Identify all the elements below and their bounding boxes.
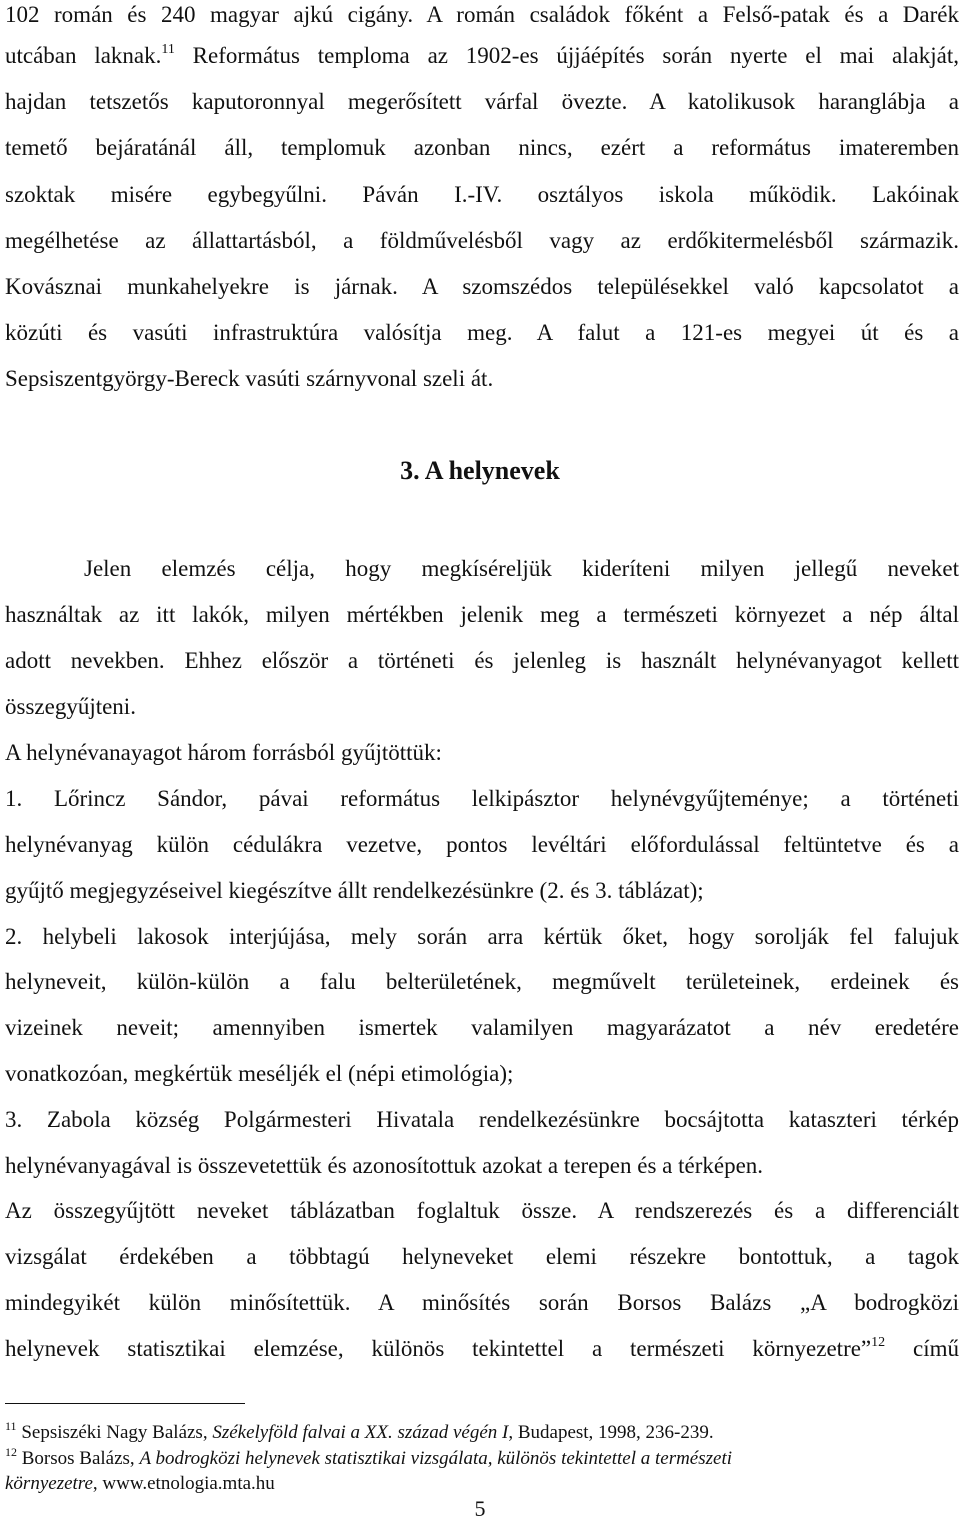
body-text-line: megélhetése az állattartásból, a földművelésből vagy az erdőkitermelésből származik. <box>5 228 959 253</box>
page-number: 5 <box>474 1496 486 1521</box>
cited-title: környezetre <box>5 1473 93 1494</box>
list-item-line: 1. Lőrincz Sándor, pávai református lelkipásztor helynévgyűjteménye; a történeti <box>5 786 959 811</box>
body-text-line <box>5 41 959 71</box>
cited-title: Székelyföld falvai a XX. század végén I <box>212 1422 509 1443</box>
body-text-line: Sepsiszentgyörgy-Bereck vasúti szárnyvonal szeli át. <box>5 366 494 391</box>
list-item-line: helyneveit, külön-külön a falu belterületének, megművelt területeinek, erdeinek és <box>5 969 959 994</box>
body-text-line: Az összegyűjtött neveket táblázatban foglaltuk össze. A rendszerezés és a differenciált <box>5 1198 959 1223</box>
body-text-line: temető bejáratánál áll, templomuk azonban nincs, ezért a református imateremben <box>5 135 959 160</box>
text-span: , www.etnologia.mta.hu <box>92 1473 275 1494</box>
list-item-line: helynévanyag külön cédulákra vezetve, pontos levéltári előfordulással feltüntetve és a <box>5 832 959 857</box>
section-heading: 3. A helynevek <box>400 456 560 485</box>
body-text-line: összegyűjteni. <box>5 694 136 719</box>
list-item-line: 3. Zabola község Polgármesteri Hivatala rendelkezésünkre bocsájtotta kataszteri térkép <box>5 1107 959 1132</box>
footnote-marker: 11 <box>5 1419 17 1433</box>
body-text-line: Jelen elemzés célja, hogy megkíséreljük kideríteni milyen jellegű neveket <box>84 556 959 581</box>
body-text-line: A helynévanayagot három forrásból gyűjtöttük: <box>5 740 442 765</box>
list-item-line: vonatkozóan, megkértük meséljék el (népi etimológia); <box>5 1061 514 1086</box>
text-span: helynevek statisztikai elemzése, különös tekintettel a természeti környezetre” <box>5 1336 872 1361</box>
footnote-marker: 12 <box>5 1445 17 1459</box>
body-text-line: használtak az itt lakók, milyen mértékben jelenik meg a természeti környezet a nép által <box>5 602 959 627</box>
text-span: Református temploma az 1902-es újjáépítés során nyerte el mai alakját, <box>174 43 960 68</box>
text-span: utcában laknak. <box>5 43 162 68</box>
list-item-line: helynévanyagával is összevetettük és azonosítottuk azokat a terepen és a térképen. <box>5 1153 764 1178</box>
body-text-line: mindegyikét külön minősítettük. A minősítés során Borsos Balázs „A bodrogközi <box>5 1290 959 1315</box>
footnote-12-continued <box>5 1472 959 1496</box>
footnote-11 <box>5 1421 959 1445</box>
cited-title: A bodrogközi helynevek statisztikai vizsgálata, különös tekintettel a természeti <box>139 1448 733 1469</box>
text-span: Sepsiszéki Nagy Balázs, <box>16 1422 213 1443</box>
body-text-line: 102 román és 240 magyar ajkú cigány. A román családok főként a Felső-patak és a Darék <box>5 2 959 27</box>
body-text-line: Kovásznai munkahelyekre is járnak. A szomszédos településekkel való kapcsolatot a <box>5 274 959 299</box>
body-text-line <box>5 1334 959 1364</box>
footnote-ref-12: 12 <box>871 1335 886 1350</box>
body-text-line: közúti és vasúti infrastruktúra valósítja meg. A falut a 121-es megyei út és a <box>5 320 959 345</box>
body-text-line: szoktak misére egybegyűlni. Páván I.-IV. osztályos iskola működik. Lakóinak <box>5 182 959 207</box>
body-text-line: hajdan tetszetős kaputoronnyal megerősített várfal övezte. A katolikusok haranglábja a <box>5 89 959 114</box>
list-item-line: vizeinek neveit; amennyiben ismertek valamilyen magyarázatot a név eredetére <box>5 1015 959 1040</box>
footnote-12 <box>5 1447 959 1471</box>
footnote-separator <box>5 1403 245 1404</box>
text-span: Borsos Balázs, <box>17 1448 140 1469</box>
list-item-line: 2. helybeli lakosok interjújása, mely során arra kértük őket, hogy sorolják fel falujuk <box>5 924 959 949</box>
list-item-line: gyűjtő megjegyzéseivel kiegészítve állt rendelkezésünkre (2. és 3. táblázat); <box>5 878 704 903</box>
body-text-line: vizsgálat érdekében a többtagú helyneveket elemi részekre bontottuk, a tagok <box>5 1244 959 1269</box>
body-text-line: adott nevekben. Ehhez először a történeti és jelenleg is használt helynévanyagot kellett <box>5 648 959 673</box>
text-span: című <box>885 1336 959 1361</box>
footnote-ref-11: 11 <box>161 42 175 57</box>
text-span: , Budapest, 1998, 236-239. <box>508 1422 714 1443</box>
